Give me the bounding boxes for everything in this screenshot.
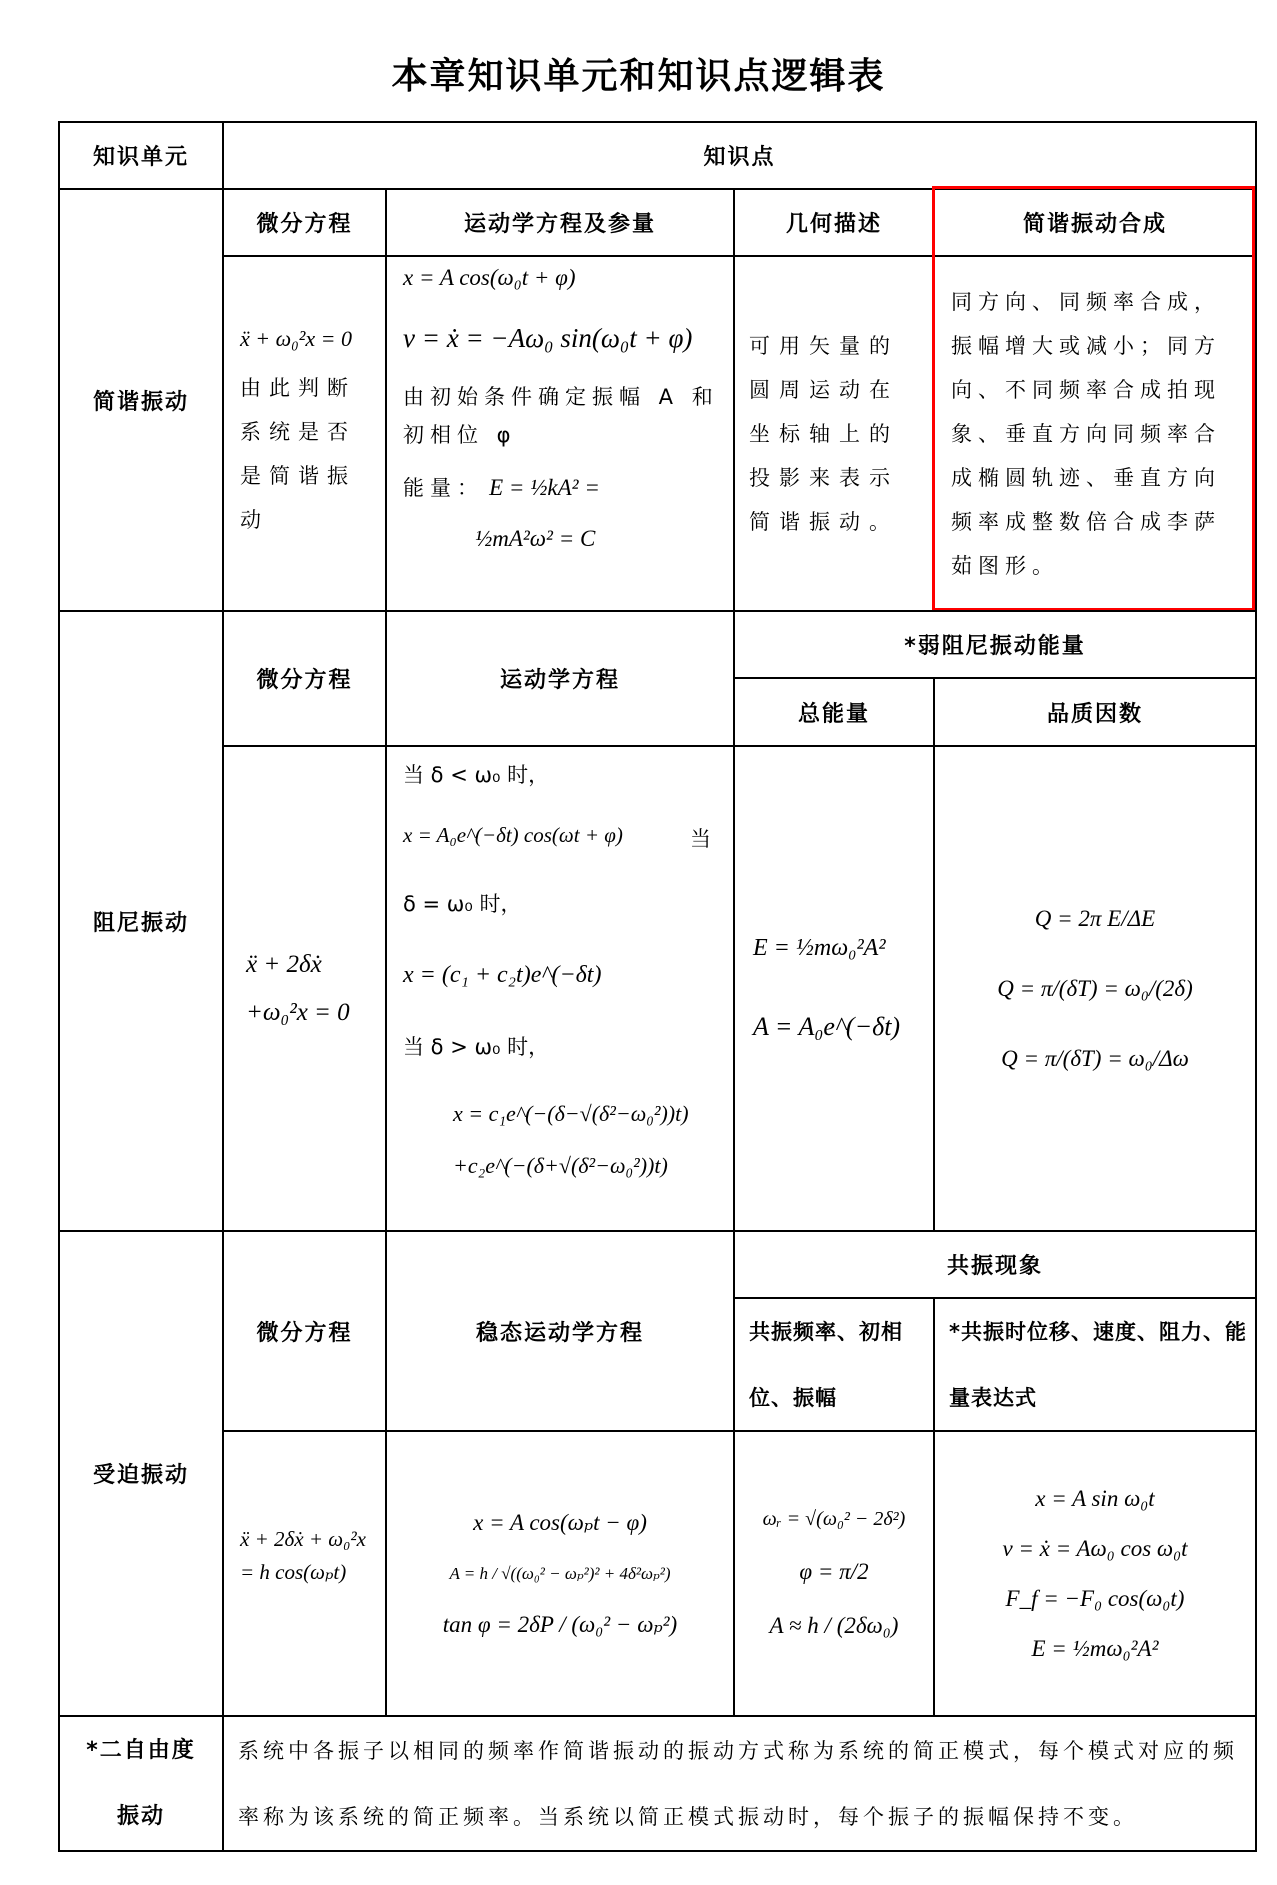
shm-diff-eq: ẍ + ω₀²x = 0 (240, 325, 352, 351)
unit-forced (58, 1230, 224, 1717)
unit-damped (58, 610, 224, 1232)
shm-col-kin (385, 188, 735, 257)
forced-sub-resonance-label: 共振频率、初相位、振幅 (749, 1319, 903, 1410)
damped-kin-cell (385, 745, 735, 1232)
damped-quality-cell (933, 745, 1257, 1232)
shm-comp-cell (933, 255, 1257, 612)
shm-kin-note: 由初始条件确定振幅 A 和初相位 φ (403, 385, 719, 447)
unit-two-dof (58, 1715, 224, 1852)
shm-geo-text: 可用矢量的圆周运动在坐标轴上的投影来表示简谐振动。 (749, 333, 899, 534)
header-unit (58, 121, 224, 190)
shm-kin-eq1: x = A cos(ω₀t + φ) (403, 265, 576, 290)
shm-geo-cell (733, 255, 935, 612)
shm-col-diff (222, 188, 387, 257)
forced-diff-eq-cell (222, 1430, 387, 1717)
forced-col-steady-label: 稳态运动学方程 (475, 1320, 644, 1346)
forced-steady-eq-3: tan φ = 2δP / (ω₀² − ωₚ²) (442, 1611, 678, 1637)
shm-kin-eq2: v = ẋ = −Aω₀ sin(ω₀t + φ) (403, 323, 693, 353)
damped-diff-eq-cell (222, 745, 387, 1232)
shm-col-comp-label: 简谐振动合成 (1022, 212, 1167, 237)
forced-resonance-eq-2: φ = π/2 (799, 1559, 869, 1584)
forced-col-diff (222, 1230, 387, 1432)
shm-energy-eq1: E = ½kA² = (489, 475, 600, 500)
forced-steady-cell (385, 1430, 735, 1717)
damped-sub-energy (733, 677, 935, 747)
damped-sub-energy-label: 总能量 (797, 701, 870, 727)
header-points (222, 121, 1257, 190)
forced-expr-eq-1: x = A sin ω₀t (1035, 1485, 1155, 1511)
shm-col-comp (933, 188, 1257, 257)
damped-quality-eq-1: Q = 2π E/ΔE (1034, 905, 1156, 931)
shm-diff-note: 由此判断系统是否是简谐振动 (240, 375, 356, 532)
shm-comp-text: 同方向、同频率合成，振幅增大或减小；同方向、不同频率合成拍现象、垂直方向同频率合成椭圆轨迹、垂直方向频率成整数倍合成李萨茹图形。 (951, 289, 1221, 578)
forced-group-header (733, 1230, 1257, 1299)
forced-expr-eq-3: F_f = −F₀ cos(ω₀t) (1005, 1585, 1185, 1611)
forced-diff-eq-2: = h cos(ωₚt) (240, 1559, 347, 1584)
forced-expr-eq-4: E = ½mω₀²A² (1031, 1635, 1159, 1661)
header-unit-label: 知识单元 (92, 145, 189, 170)
unit-two-dof-label: *二自由度振动 (86, 1737, 196, 1829)
forced-sub-expressions-label: *共振时位移、速度、阻力、能量表达式 (949, 1319, 1247, 1410)
forced-col-diff-label: 微分方程 (256, 1320, 353, 1346)
damped-sub-quality (933, 677, 1257, 747)
shm-col-geo (733, 188, 935, 257)
damped-cond-3: 当 δ > ω₀ 时， (403, 1035, 550, 1059)
damped-col-kin-label: 运动学方程 (499, 668, 620, 693)
forced-sub-resonance (733, 1297, 935, 1432)
damped-cond-1: 当 δ < ω₀ 时， (403, 763, 550, 787)
forced-resonance-cell (733, 1430, 935, 1717)
damped-diff-eq-1: ẍ + 2δẋ (246, 950, 322, 978)
forced-steady-eq-1: x = A cos(ωₚt − φ) (473, 1509, 647, 1535)
shm-col-kin-label: 运动学方程及参量 (463, 212, 656, 237)
damped-sub-quality-label: 品质因数 (1046, 701, 1143, 727)
forced-col-steady (385, 1230, 735, 1432)
two-dof-description: 系统中各振子以相同的频率作简谐振动的振动方式称为系统的简正模式，每个模式对应的频率称为该系统的简正频率。当系统以简正模式振动时，每个振子的振幅保持不变。 (238, 1738, 1238, 1829)
forced-group-label: 共振现象 (946, 1254, 1043, 1279)
damped-col-diff (222, 610, 387, 747)
damped-quality-eq-2: Q = π/(δT) = ω₀/(2δ) (997, 975, 1193, 1001)
forced-diff-eq-1: ẍ + 2δẋ + ω₀²x (240, 1526, 366, 1551)
forced-expr-eq-2: v = ẋ = Aω₀ cos ω₀t (1002, 1535, 1188, 1561)
page-title: 本章知识单元和知识点逻辑表 (391, 56, 886, 97)
unit-shm (58, 188, 224, 612)
unit-forced-label: 受迫振动 (92, 1463, 189, 1488)
shm-diff-eq-cell (222, 255, 387, 612)
forced-steady-eq-2: A = h / √((ω₀² − ωₚ²)² + 4δ²ωₚ²) (449, 1563, 671, 1583)
forced-resonance-eq-3: A ≈ h / (2δω₀) (769, 1613, 899, 1638)
shm-energy-label: 能量： (403, 476, 484, 500)
damped-quality-eq-3: Q = π/(δT) = ω₀/Δω (1001, 1045, 1189, 1071)
damped-col-diff-label: 微分方程 (256, 668, 353, 693)
damped-col-kin (385, 610, 735, 747)
damped-diff-eq-2: +ω₀²x = 0 (246, 998, 350, 1026)
damped-group-header (733, 610, 1257, 679)
damped-energy-eq-1: E = ½mω₀²A² (753, 935, 886, 961)
damped-eq-3b: +c₂e^(−(δ+√(δ²−ω₀²))t) (453, 1153, 668, 1178)
forced-sub-expressions (933, 1297, 1257, 1432)
damped-group-label: *弱阻尼振动能量 (904, 634, 1086, 659)
damped-cond-2: δ = ω₀ 时， (403, 892, 522, 916)
forced-resonance-eq-1: ωᵣ = √(ω₀² − 2δ²) (762, 1508, 906, 1530)
forced-expressions-cell (933, 1430, 1257, 1717)
unit-damped-label: 阻尼振动 (92, 910, 189, 936)
damped-eq-2: x = (c₁ + c₂t)e^(−δt) (403, 962, 602, 988)
damped-energy-eq-2: A = A₀e^(−δt) (753, 1012, 901, 1041)
unit-shm-label: 简谐振动 (92, 389, 189, 415)
damped-stray-text: 当 (690, 827, 711, 851)
damped-energy-cell (733, 745, 935, 1232)
damped-eq-1: x = A₀e^(−δt) cos(ωt + φ) (403, 823, 623, 847)
header-points-label: 知识点 (703, 145, 776, 170)
shm-kin-cell (385, 255, 735, 612)
shm-col-diff-label: 微分方程 (256, 212, 353, 237)
shm-col-geo-label: 几何描述 (785, 212, 882, 237)
two-dof-desc-cell (222, 1715, 1257, 1852)
damped-eq-3a: x = c₁e^(−(δ−√(δ²−ω₀²))t) (453, 1101, 689, 1126)
shm-energy-eq2: ½mA²ω² = C (475, 526, 596, 551)
